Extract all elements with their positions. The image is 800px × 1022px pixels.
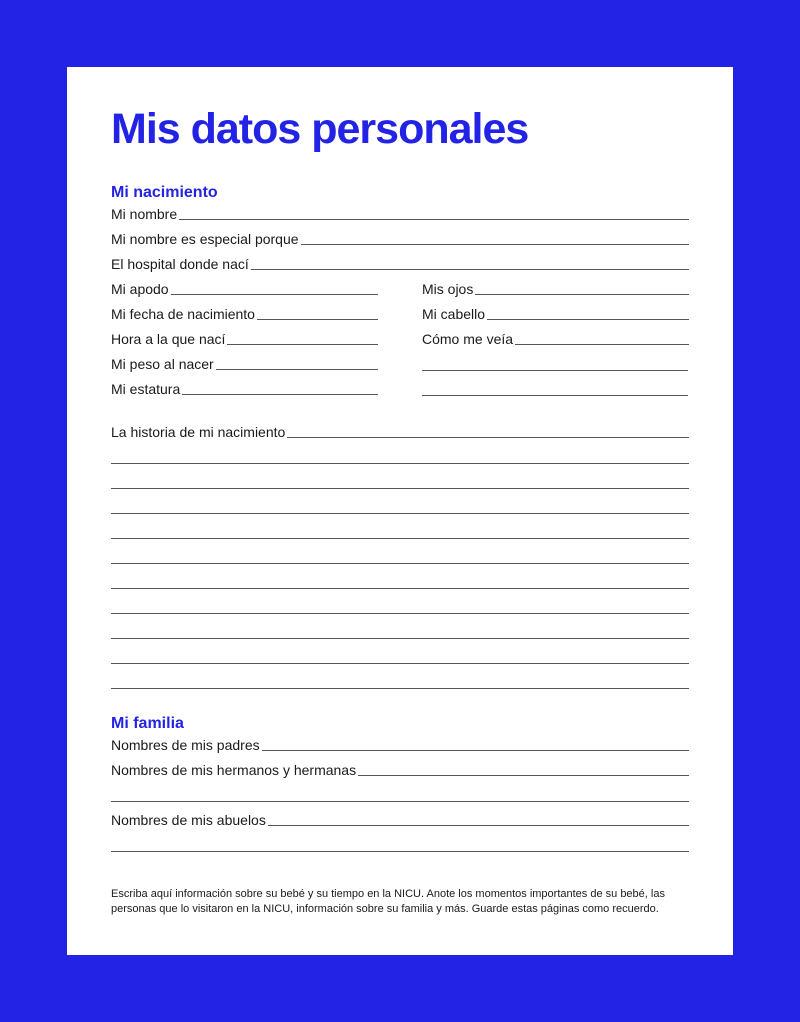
birth-weight-label: Mi peso al nacer <box>111 356 214 372</box>
hair-line[interactable] <box>487 319 689 320</box>
eyes-line[interactable] <box>475 294 689 295</box>
hospital-line[interactable] <box>251 269 689 270</box>
writing-line[interactable] <box>111 801 689 802</box>
parents-field[interactable] <box>111 733 689 753</box>
name-special-label: Mi nombre es especial porque <box>111 231 299 247</box>
siblings-field[interactable] <box>111 758 689 778</box>
birth-height-label: Mi estatura <box>111 381 181 397</box>
birth-height-line[interactable] <box>182 394 378 395</box>
writing-line[interactable] <box>111 638 689 639</box>
hair-field[interactable] <box>422 302 689 322</box>
name-label: Mi nombre <box>111 206 178 222</box>
nickname-label: Mi apodo <box>111 281 169 297</box>
extra-line[interactable] <box>422 395 688 396</box>
writing-line[interactable] <box>111 513 689 514</box>
birth-time-line[interactable] <box>227 344 378 345</box>
birth-time-label: Hora a la que nací <box>111 331 226 347</box>
eyes-label: Mis ojos <box>422 281 474 297</box>
looks-line[interactable] <box>515 344 689 345</box>
birth-weight-line[interactable] <box>216 369 378 370</box>
form-sheet <box>67 67 733 955</box>
name-line[interactable] <box>179 219 689 220</box>
birth-story-label: La historia de mi nacimiento <box>111 424 286 440</box>
section-heading-family: Mi familia <box>111 715 184 732</box>
hair-label: Mi cabello <box>422 306 486 322</box>
siblings-line[interactable] <box>358 775 689 776</box>
writing-line[interactable] <box>111 463 689 464</box>
birthdate-field[interactable] <box>111 302 378 322</box>
birth-weight-field[interactable] <box>111 352 378 372</box>
parents-label: Nombres de mis padres <box>111 737 260 753</box>
nickname-line[interactable] <box>171 294 378 295</box>
birth-story-field[interactable] <box>111 420 689 440</box>
section-heading-birth: Mi nacimiento <box>111 184 218 201</box>
extra-line[interactable] <box>422 370 688 371</box>
writing-line[interactable] <box>111 488 689 489</box>
writing-line[interactable] <box>111 663 689 664</box>
looks-field[interactable] <box>422 327 689 347</box>
name-special-field[interactable] <box>111 227 689 247</box>
page-title: Mis datos personales <box>111 105 529 153</box>
birthdate-label: Mi fecha de nacimiento <box>111 306 255 322</box>
birthdate-line[interactable] <box>257 319 378 320</box>
writing-line[interactable] <box>111 563 689 564</box>
eyes-field[interactable] <box>422 277 689 297</box>
writing-line[interactable] <box>111 538 689 539</box>
footnote: Escriba aquí información sobre su bebé y su tiempo en la NICU. Anote los momentos importantes de su bebé, las personas que lo visitaron en la NICU, información sobre su familia y más. Guarde estas páginas como recuerdo. <box>111 888 665 915</box>
name-field[interactable] <box>111 202 689 222</box>
siblings-label: Nombres de mis hermanos y hermanas <box>111 762 357 778</box>
grandparents-line[interactable] <box>268 825 689 826</box>
grandparents-label: Nombres de mis abuelos <box>111 812 266 828</box>
birth-time-field[interactable] <box>111 327 378 347</box>
hospital-label: El hospital donde nací <box>111 256 249 272</box>
writing-line[interactable] <box>111 688 689 689</box>
birth-story-line[interactable] <box>287 437 689 438</box>
birth-height-field[interactable] <box>111 377 378 397</box>
writing-line[interactable] <box>111 588 689 589</box>
looks-label: Cómo me veía <box>422 331 514 347</box>
writing-line[interactable] <box>111 851 689 852</box>
nickname-field[interactable] <box>111 277 378 297</box>
parents-line[interactable] <box>262 750 689 751</box>
grandparents-field[interactable] <box>111 808 689 828</box>
hospital-field[interactable] <box>111 252 689 272</box>
writing-line[interactable] <box>111 613 689 614</box>
name-special-line[interactable] <box>301 244 689 245</box>
